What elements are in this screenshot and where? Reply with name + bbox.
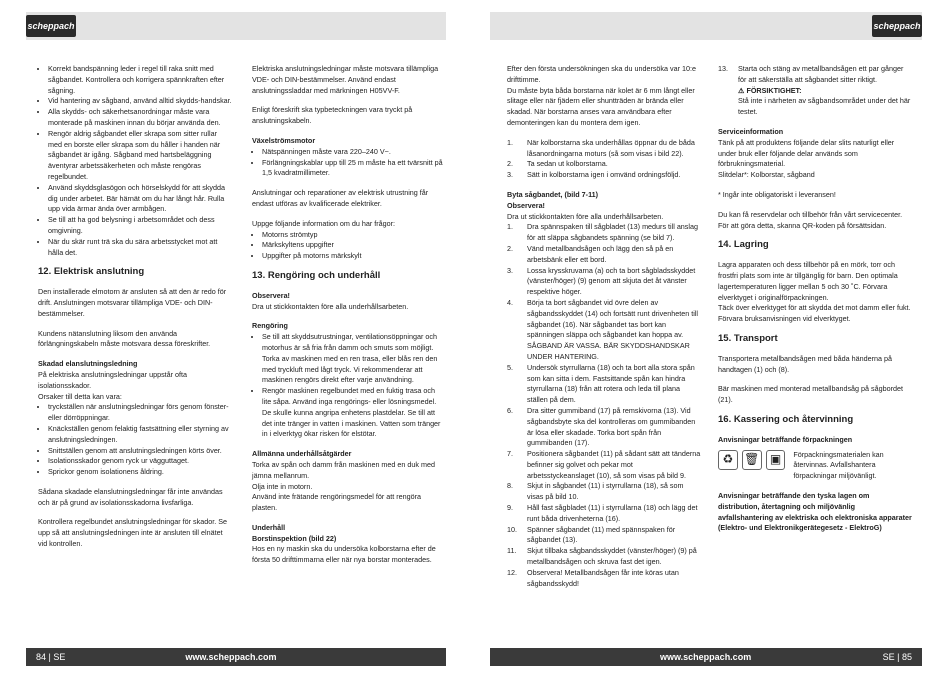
paragraph: Kontrollera regelbundet anslutningsledningar för skador. Se upp så att anslutningsledningen inte är ansluten till elnätet vid kontrollen. bbox=[38, 517, 227, 549]
causes-bullet-list bbox=[38, 402, 232, 478]
list-item: 8. Skjut in sågbandet (11) i styrrullarna (18), så som visas på bild 10. bbox=[507, 481, 684, 502]
footer-right bbox=[490, 648, 922, 666]
list-item: • Motorns strömtyp bbox=[262, 230, 446, 241]
box-icon: ▣ bbox=[766, 450, 786, 470]
list-item: • Sprickor genom isolationens åldring. bbox=[48, 467, 232, 478]
list-item: • Rengör maskinen regelbundet med en fuktig trasa och lite såpa. Använd inga rengörings- eller lösningsmedel. De skulle kunna angripa enhetens plastdelar. Se till att det inte tränger in vatten i maskinen. Vatten som tränger in i elverktyg ökar risken för elstötar. bbox=[262, 386, 446, 440]
warning-title: ⚠ FÖRSIKTIGHET: bbox=[738, 85, 802, 95]
list-item: • Använd skyddsglasögon och hörselskydd för att skydda dig under arbetet. Bär härnät om du har långt hår. Rulla upp vida ärmar ända över armbågen. bbox=[48, 183, 232, 215]
paragraph: Täck över elverktyget för att skydda det mot damm eller fukt. bbox=[718, 303, 911, 313]
list-item: • Rengör aldrig sågbandet eller skrapa som sitter rullar med en borste eller skrapa som du håller i handen när sågbandet är igång. Sågband med hartsbeläggning äventyrar arbetssäkerheten och måste rengöras regelbundet. bbox=[48, 129, 232, 183]
subheading-ac-motor: Växelströmsmotor bbox=[252, 135, 316, 145]
paragraph-elektrog: Anvisningar beträffande den tyska lagen om distribution, återtagning och miljövänlig avfallshantering av elektriska och elektroniska apparater (Elektro- und Elektronikgerätegesetz - ElektroG) bbox=[718, 490, 912, 533]
paragraph: Använd inte frätande rengöringsmedel för att rengöra plasten. bbox=[252, 492, 422, 513]
section-heading-storage: 14. Lagring bbox=[718, 239, 769, 251]
paragraph: Den installerade elmotorn är ansluten så att den är redo för drift. Anslutningen motsvarar tillämpliga VDE- och DIN-bestämmelser. bbox=[38, 287, 227, 318]
list-item: • Snittställen genom att anslutningsledningen körts över. bbox=[48, 446, 232, 457]
list-item: • Se till att ha god belysning i arbetsområdet och dess omgivning. bbox=[48, 215, 232, 237]
list-item: • Isolationsskador genom ryck ur vägguttaget. bbox=[48, 456, 232, 467]
list-item: 5. Undersök styrrullarna (18) och ta bort alla stora spån som kan sitta i dem. Fastsittande spån kan hindra styrrullarna (18) från att rotera och leda till plana ställen på dem. bbox=[507, 362, 695, 405]
paragraph: Kundens nätanslutning liksom den använda förlängningskabeln måste motsvara dessa föreskrifter. bbox=[38, 328, 211, 349]
list-item: • Nätspänningen måste vara 220–240 V~. bbox=[262, 147, 446, 158]
column-4 bbox=[718, 64, 912, 543]
paragraph: Du måste byta båda borstarna när kolet är 6 mm långt eller slitage eller när fjädern eller shuntträden är brända eller skadad. När borstarna anses vara användbara efter demonteringen kan du montera dem igen. bbox=[507, 85, 695, 127]
list-item: 10. Spänner sågbandet (11) med spännspaken för sågbandet (13). bbox=[507, 524, 676, 545]
paragraph: Slitdelar*: Kolborstar, sågband bbox=[718, 170, 815, 180]
list-item: • tryckställen när anslutningsledningar förs genom fönster- eller dörröppningar. bbox=[48, 402, 232, 424]
column-3 bbox=[507, 64, 701, 598]
list-item: • Uppgifter på motorns märkskylt bbox=[262, 251, 446, 262]
paragraph: Tänk på att produktens följande delar slits naturligt eller under bruk eller följande delar används som förbrukningsmaterial. bbox=[718, 137, 895, 169]
section-heading-disposal: 16. Kassering och återvinning bbox=[718, 413, 854, 425]
list-item: 1. Dra spännspaken till sågbladet (13) medurs till anslag för att släppa sågbandets spänning (se bild 7). bbox=[507, 222, 698, 243]
column-1 bbox=[38, 64, 232, 559]
subheading-packaging: Anvisningar beträffande förpackningen bbox=[718, 434, 853, 444]
paragraph: Efter den första undersökningen ska du undersöka var 10:e drifttimme. bbox=[507, 64, 696, 84]
list-item: 3. Lossa krysskruvarna (a) och ta bort sågbladsskyddet (vänster/höger) (9) genom att skjuta det åt vänster respektive höger. bbox=[507, 265, 696, 297]
list-item: • Vid hantering av sågband, använd alltid skydds-handskar. bbox=[48, 96, 232, 107]
list-item: • Korrekt bandspänning leder i regel till raka snitt med sågbandet. Kontrollera och korrigera spännkraften efter sågning. bbox=[48, 64, 232, 96]
subheading-general-maintenance: Allmänna underhållsåtgärder bbox=[252, 449, 352, 459]
subheading-brush-inspection: Borstinspektion (bild 22) bbox=[252, 533, 337, 543]
column-2 bbox=[252, 64, 446, 575]
brush-steps-list bbox=[507, 138, 701, 181]
paragraph: Förpackningsmaterialen kan återvinnas. Avfallshantera förpackningar miljövänligt. bbox=[793, 449, 884, 481]
paragraph: Olja inte in motorn. bbox=[252, 481, 313, 491]
warning-text: Stå inte i närheten av sågbandsområdet under det här testet. bbox=[738, 96, 911, 117]
paragraph: Sådana skadade elanslutningsledningar får inte användas och är på grund av isolationsskadorna livsfarliga. bbox=[38, 486, 223, 507]
blade-steps-list bbox=[507, 222, 701, 589]
step-13: 13. Starta och stäng av metallbandsågen ett par gånger för att säkerställa att sågbandet sitter riktigt. bbox=[718, 64, 904, 84]
paragraph: Lagra apparaten och dess tillbehör på en mörk, torr och frostfri plats som inte är tillgänglig för barn. Den optimala lagertemperaturen ligger mellan 5 och 30 ˚C. Förvara elverktyget i originalförpackningen. bbox=[718, 260, 898, 302]
list-item: 9. Håll fast sågbladet (11) i styrrullarna (18) och lägg det runt båda drivenheterna (16). bbox=[507, 503, 698, 523]
paragraph: Transportera metallbandsågen med båda händerna på handtagen (1) och (8). bbox=[718, 353, 892, 374]
subheading-service: Serviceinformation bbox=[718, 126, 784, 136]
header-bar-left bbox=[26, 12, 446, 40]
subheading-note: Observera! bbox=[252, 290, 290, 300]
list-item: 6. Dra sitter gummiband (17) på remskivorna (13). Vid sågbandsbyte ska del kontrolleras om gummibanden är lösa eller skadade. Torka bort spån från gummibanden (17). bbox=[507, 405, 696, 448]
paragraph: Förvara bruksanvisningen vid elverktyget. bbox=[718, 314, 851, 324]
paragraph: Uppge följande information om du har frågor: bbox=[252, 218, 396, 228]
paragraph: Dra ut stickkontakten före alla underhållsarbeten. bbox=[252, 301, 409, 311]
section-heading-transport: 15. Transport bbox=[718, 332, 778, 344]
paragraph: Torka av spån och damm från maskinen med en duk med jämna mellanrum. bbox=[252, 459, 435, 480]
list-item: • Alla skydds- och säkerhetsanordningar måste vara monterade på maskinen innan du börjar använda den. bbox=[48, 107, 232, 129]
list-item: 1. När kolborstarna ska underhållas öppnar du de båda låsanordningarna moturs (så som visas i bild 22). bbox=[507, 137, 695, 158]
list-item: 7. Positionera sågbandet (11) på sådant sätt att tänderna befinner sig golvet och pekar mot arbetsstyckeanslaget (10), så som visas på bild 9. bbox=[507, 449, 701, 480]
cleaning-bullet-list bbox=[252, 332, 446, 440]
brand-logo: scheppach bbox=[26, 15, 76, 37]
subheading-maintenance: Underhåll bbox=[252, 522, 286, 532]
subheading-note: Observera! bbox=[507, 200, 545, 210]
list-item: • Se till att skyddsutrustningar, ventilationsöppningar och motorhus är så fria från damm och smuts som möjligt. Torka av maskinen med en ren trasa, eller blås ren den med tryckluft med lågt tryck. Vi rekommenderar att maskinen rengörs direkt efter varje användning. bbox=[262, 332, 446, 386]
paragraph: Elektriska anslutningsledningar måste motsvara tillämpliga VDE- och DIN-bestämmelser. Använd endast anslutningssladdar med märkningen H05VV-F. bbox=[252, 64, 439, 95]
list-item: 2. Ta sedan ut kolborstarna. bbox=[507, 159, 608, 169]
recycling-symbols bbox=[718, 450, 912, 482]
subheading-change-blade: Byta sågbandet, (bild 7-11) bbox=[507, 189, 599, 199]
website-link[interactable]: www.scheppach.com bbox=[185, 652, 277, 662]
subheading-rengoring: Rengöring bbox=[252, 321, 288, 331]
list-item: 11. Skjut tillbaka sågbandsskyddet (vänster/höger) (9) på metallbandsågen och skruva fast det igen. bbox=[507, 546, 697, 567]
list-item: • När du skär runt trä ska du sära arbetsstycket mot att hålla det. bbox=[48, 237, 232, 259]
subheading-damaged-cable: Skadad elanslutningsledning bbox=[38, 359, 138, 369]
header-bar-right bbox=[490, 12, 922, 40]
section-heading-cleaning: 13. Rengöring och underhåll bbox=[252, 269, 381, 281]
list-item: • Märkskyltens uppgifter bbox=[262, 240, 446, 251]
list-item: 4. Börja ta bort sågbandet vid övre delen av sågbandsskyddet (14) och fortsätt runt drivenheten till sågbandet (16). När sågbandet tas bort kan spänningen släppa och sågbandet kan hoppa av. SÅGBAND ÄR VASSA. BÄR SKYDDSHANDSKAR UNDER HANTERING. bbox=[507, 297, 698, 361]
page-number: SE | 85 bbox=[882, 652, 912, 662]
footer-left bbox=[26, 648, 446, 666]
paragraph: Anslutningar och reparationer av elektrisk utrustning får endast utföras av kvalificerade elektriker. bbox=[252, 188, 429, 208]
paragraph: Orsaker till detta kan vara: bbox=[38, 391, 122, 401]
brand-logo: scheppach bbox=[872, 15, 922, 37]
paragraph: Enligt föreskrift ska typbeteckningen vara tryckt på anslutningskabeln. bbox=[252, 105, 413, 126]
paragraph: På elektriska anslutningsledningar uppstår ofta isolationsskador. bbox=[38, 369, 188, 390]
website-link[interactable]: www.scheppach.com bbox=[660, 652, 752, 662]
paragraph: Hos en ny maskin ska du undersöka kolborstarna efter de första 50 drifttimmarna eller när nya borstar monterades. bbox=[252, 544, 436, 565]
section-heading-electric: 12. Elektrisk anslutning bbox=[38, 266, 145, 278]
info-bullet-list bbox=[252, 230, 446, 262]
list-item: • Förlängningskablar upp till 25 m måste ha ett tvärsnitt på 1,5 kvadratmillimeter. bbox=[262, 158, 446, 180]
bin-icon: 🗑 bbox=[742, 450, 762, 470]
paragraph: Bär maskinen med monterad metallbandsåg på sågbordet (21). bbox=[718, 384, 903, 405]
paragraph: * Ingår inte obligatoriskt i leveransen! bbox=[718, 189, 836, 199]
paragraph: Dra ut stickkontakten före alla underhållsarbeten. bbox=[507, 211, 664, 221]
safety-bullet-list bbox=[38, 64, 232, 258]
page-number: 84 | SE bbox=[36, 652, 66, 662]
paragraph: Du kan få reservdelar och tillbehör från vårt servicecenter. För att göra detta, skanna QR-koden på försättsidan. bbox=[718, 209, 903, 230]
recycle-icon: ♻ bbox=[718, 450, 738, 470]
ac-bullet-list bbox=[252, 147, 446, 179]
list-item: 3. Sätt in kolborstarna igen i omvänd ordningsföljd. bbox=[507, 170, 681, 180]
list-item: 2. Vänd metallbandsågen och lägg den så på en arbetsbänk eller ett bord. bbox=[507, 243, 674, 264]
list-item: • Knäckställen genom felaktig fastsättning eller styrning av anslutningsledningen. bbox=[48, 424, 232, 446]
list-item: 12. Observera! Metallbandsågen får inte köras utan sågbandsskydd! bbox=[507, 567, 679, 588]
